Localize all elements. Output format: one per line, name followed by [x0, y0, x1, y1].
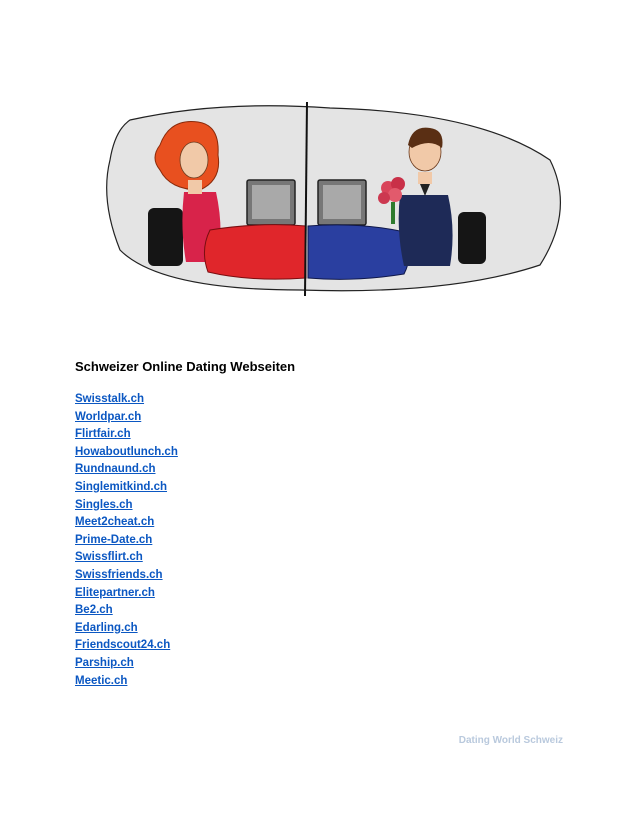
blue-table [308, 225, 409, 279]
list-item [75, 618, 178, 636]
list-item [75, 495, 178, 513]
list-item [75, 671, 178, 689]
online-dating-illustration [100, 100, 570, 300]
list-item [75, 477, 178, 495]
left-laptop [247, 180, 295, 225]
link-be2[interactable]: Be2.ch [75, 604, 113, 617]
list-item [75, 407, 178, 425]
dating-site-list [75, 389, 178, 688]
list-item [75, 459, 178, 477]
page-heading: Schweizer Online Dating Webseiten [75, 359, 296, 374]
list-item [75, 653, 178, 671]
list-item [75, 583, 178, 601]
list-item [75, 635, 178, 653]
list-item [75, 547, 178, 565]
left-chair [148, 208, 183, 266]
link-singlemitkind[interactable]: Singlemitkind.ch [75, 480, 168, 493]
link-prime-date[interactable]: Prime-Date.ch [75, 533, 153, 546]
red-table [204, 225, 306, 279]
list-item [75, 565, 178, 583]
link-singles[interactable]: Singles.ch [75, 498, 133, 511]
link-swissfriends[interactable]: Swissfriends.ch [75, 568, 163, 581]
list-item [75, 389, 178, 407]
link-elitepartner[interactable]: Elitepartner.ch [75, 586, 155, 599]
link-rundnaund[interactable]: Rundnaund.ch [75, 463, 156, 476]
right-laptop [318, 180, 366, 225]
list-item [75, 530, 178, 548]
link-swissflirt[interactable]: Swissflirt.ch [75, 551, 143, 564]
link-worldpar[interactable]: Worldpar.ch [75, 410, 142, 423]
right-chair [458, 212, 486, 264]
link-parship[interactable]: Parship.ch [75, 656, 134, 669]
list-item [75, 424, 178, 442]
link-meetic[interactable]: Meetic.ch [75, 674, 128, 687]
link-meet2cheat[interactable]: Meet2cheat.ch [75, 516, 155, 529]
link-friendscout24[interactable]: Friendscout24.ch [75, 639, 171, 652]
link-edarling[interactable]: Edarling.ch [75, 621, 138, 634]
page-footer: Dating World Schweiz [458, 735, 563, 746]
link-flirtfair[interactable]: Flirtfair.ch [75, 428, 131, 441]
list-item [75, 512, 178, 530]
list-item [75, 442, 178, 460]
link-swisstalk[interactable]: Swisstalk.ch [75, 393, 145, 405]
link-howaboutlunch[interactable]: Howaboutlunch.ch [75, 445, 178, 458]
list-item [75, 600, 178, 618]
